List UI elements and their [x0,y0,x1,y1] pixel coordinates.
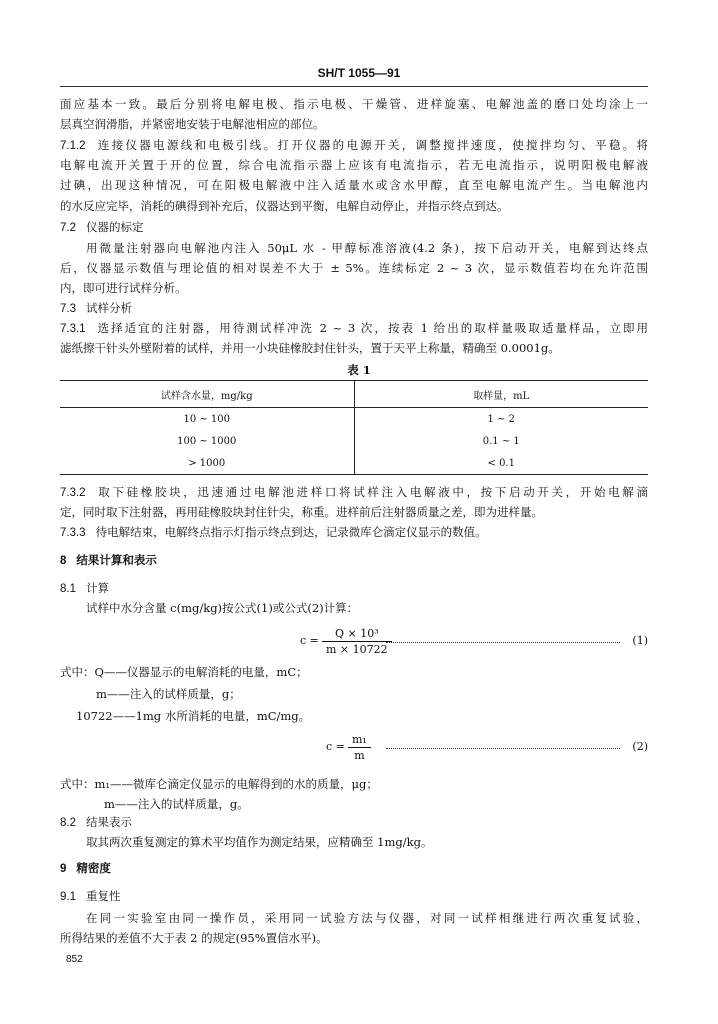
table-header-cell: 取样量，mL [354,381,648,408]
table-header-row [60,381,648,408]
section-8-2-heading [60,814,648,831]
formula-numerator: Q × 10³ [322,626,392,642]
section-number: 8.2 [60,817,76,829]
section-title: 结果表示 [86,815,132,829]
section-7-3-1-line [60,320,648,337]
formula-fraction [348,732,371,763]
paragraph-line: 取其两次重复测定的算术平均值作为测定结果，应精确至 1mg/kg。 [86,835,433,849]
table-cell: 1 ~ 2 [354,408,648,431]
header-rule [60,86,648,87]
formula-2-where-m1 [60,776,378,792]
table-1 [60,380,648,475]
section-7-3-3-line [60,524,648,541]
section-9-1-heading [60,888,648,905]
table-cell: > 1000 [188,457,226,469]
formula-2 [300,732,648,766]
section-number: 7.1.2 [60,140,86,152]
formula-lhs: c = [300,634,319,647]
table-1-caption: 表 1 [347,363,371,377]
formula-fraction [322,626,392,657]
section-number: 9.1 [60,891,76,903]
section-number: 7.2 [60,222,76,234]
section-text: 连接仪器电源线和电极引线。打开仪器的电源开关，调整搅拌速度，使搅拌均匀、平稳。将 [95,138,648,152]
section-title: 计算 [86,581,109,595]
where-prefix: 式中： [60,665,95,679]
section-title: 重复性 [86,889,121,903]
formula-lhs: c = [326,740,345,753]
section-9-heading [60,860,648,877]
formula-denominator: m [354,749,365,762]
paragraph-line: 面应基本一致。最后分别将电解电极、指示电极、干燥管、进样旋塞、电解池盖的磨口处均涂上一 [60,97,648,111]
variable-definition: Q——仪器显示的电解消耗的电量，mC； [94,665,308,679]
section-7-1-2-line [60,137,648,154]
section-number: 9 [60,863,67,875]
section-text: 取下硅橡胶块，迅速通过电解池进样口将试样注入电解液中，按下启动开关，开始电解滴 [95,485,648,499]
section-text: 待电解结束，电解终点指示灯指示终点到达，记录微库仑滴定仪显示的数值。 [95,525,487,539]
paragraph-line: 过碘，出现这种情况，可在阳极电解液中注入适量水或含水甲醇，直至电解电流产生。当电解池内 [60,178,648,192]
where-prefix: 式中： [60,777,95,791]
paragraph-line: 用微量注射器向电解池内注入 50μL 水 - 甲醇标准溶液(4.2 条)，按下启动开关，电解到达终点 [86,241,648,255]
formula-denominator: m × 10722 [326,643,388,656]
table-cell: 10 ~ 100 [183,413,231,425]
section-title: 精密度 [76,861,111,875]
paragraph-line: 的水反应完毕，消耗的碘得到补充后，仪器达到平衡，电解自动停止，并指示终点到达。 [60,199,509,213]
paragraph-line: 定，同时取下注射器，再用硅橡胶块封住针尖，称重。进样前后注射器质量之差，即为进样量。 [60,505,543,519]
paragraph-line: 内，即可进行试样分析。 [60,281,187,295]
paragraph-line: 层真空润滑脂，并紧密地安装于电解池相应的部位。 [60,117,325,131]
section-7-3-2-line [60,484,648,501]
formula-number: (1) [632,634,648,647]
formula-1 [300,626,648,660]
section-7-2-heading [60,219,648,236]
leader-dots [386,634,620,643]
section-7-3-heading [60,300,648,317]
formula-number: (2) [632,740,648,753]
paragraph-line: 电解电流开关置于开的位置，综合电流指示器上应该有电流指示，若无电流指示，说明阳极电解液 [60,158,648,172]
table-row [60,408,648,431]
variable-definition: m₁——微库仑滴定仪显示的电解得到的水的质量，μg； [94,777,378,791]
formula-1-where-k: 10722——1mg 水所消耗的电量，mC/mg。 [76,709,311,723]
formula-2-where-m: m——注入的试样质量，g。 [104,797,249,811]
section-number: 8.1 [60,583,76,595]
section-number: 7.3.2 [60,487,86,499]
paragraph-line: 试样中水分含量 c(mg/kg)按公式(1)或公式(2)计算： [86,601,359,615]
page-header: SH/T 1055—91 [317,66,401,80]
table-cell: < 0.1 [354,452,648,475]
section-number: 7.3.1 [60,323,86,335]
page-number: 852 [66,954,83,965]
section-title: 试样分析 [86,301,132,315]
table-cell: 0.1 ~ 1 [354,430,648,452]
paragraph-line: 在同一实验室由同一操作员，采用同一试验方法与仪器，对同一试样相继进行两次重复试验， [86,911,648,925]
paragraph-line: 后，仪器显示数值与理论值的相对误差不大于 ± 5%。连续标定 2 ~ 3 次，显示数值若均在允许范围 [60,261,648,275]
formula-1-where-q [60,664,308,680]
section-text: 选择适宜的注射器，用待测试样冲洗 2 ~ 3 次，按表 1 给出的取样量吸取适量样品，立即用 [95,321,648,335]
table-cell: 100 ~ 1000 [177,435,237,447]
table-row [60,430,648,452]
section-8-1-heading [60,580,648,597]
table-header-cell: 试样含水量，mg/kg [160,390,253,402]
paragraph-line: 所得结果的差值不大于表 2 的规定(95%置信水平)。 [60,931,328,945]
formula-1-where-m: m——注入的试样质量，g； [96,687,241,701]
paragraph-line: 滤纸擦干针头外壁附着的试样，并用一小块硅橡胶封住针头，置于天平上称量，精确至 0.0001g。 [60,341,560,355]
section-number: 8 [60,555,67,567]
table-row [60,452,648,475]
section-number: 7.3.3 [60,527,86,539]
formula-numerator: m₁ [348,732,371,748]
section-title: 仪器的标定 [86,220,144,234]
section-8-heading [60,552,648,569]
section-title: 结果计算和表示 [76,553,157,567]
leader-dots [386,740,620,749]
section-number: 7.3 [60,303,76,315]
